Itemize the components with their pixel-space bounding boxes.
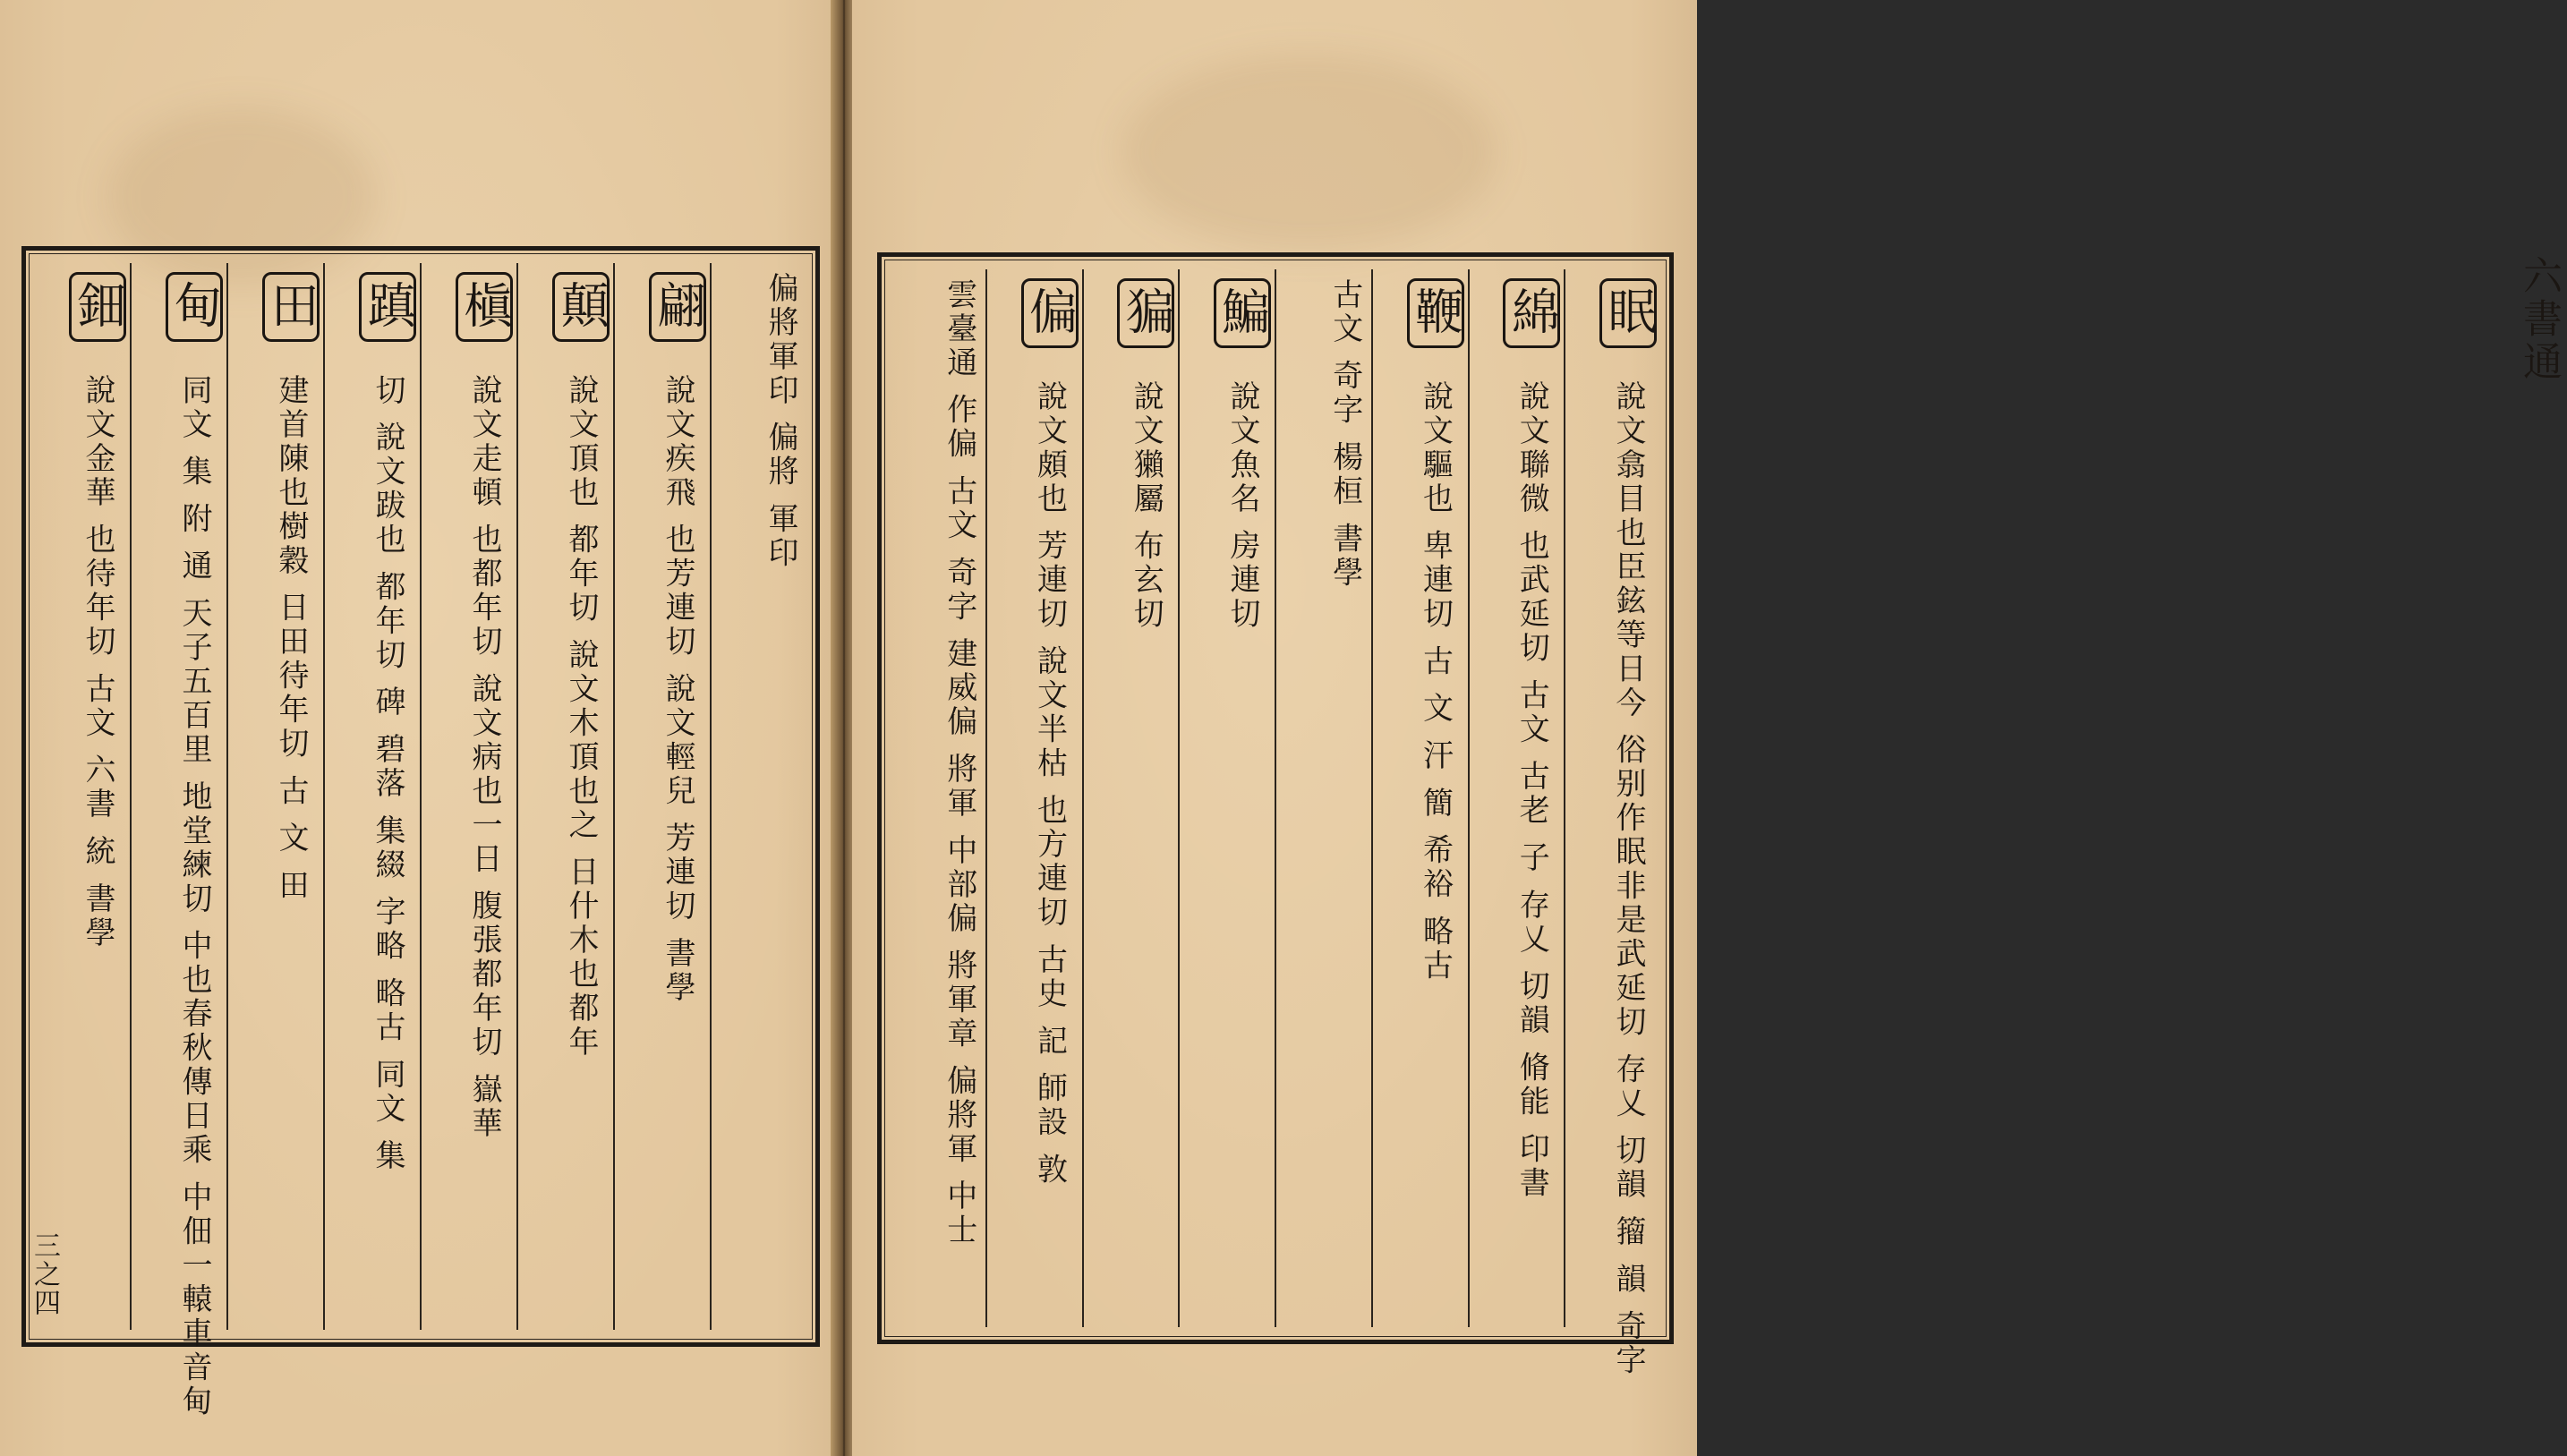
- column-text: 偏將軍印 偏將 軍印: [763, 272, 798, 571]
- column-text: 切 說文跋也 都年切 碑 碧落 集綴 字略 略古 同文 集: [370, 373, 405, 1174]
- text-column: [1564, 269, 1660, 1378]
- column-text: 說文頗也 芳連切 說文半枯 也方連切 古史 記 師設 敦: [1031, 379, 1068, 1188]
- left-page: [0, 0, 843, 1456]
- column-text: 建首陳也樹穀 日田待年切 古 文 田: [273, 373, 309, 904]
- character-head: 鞭: [1407, 278, 1464, 348]
- column-text: 說文聯微 也武延切 古文 古老 子 存乂 切韻 脩能 印書: [1514, 379, 1550, 1201]
- character-head: 翩: [649, 272, 706, 342]
- character-head: 偏: [1021, 278, 1079, 348]
- left-text-frame: [21, 246, 820, 1419]
- column-text: 說文驅也 卑連切 古 文 汗 簡 希裕 略古: [1417, 379, 1454, 983]
- column-text: 說文獺屬 布玄切: [1128, 379, 1164, 632]
- character-head: 蹎: [359, 272, 416, 342]
- character-head: 鯿: [1214, 278, 1271, 348]
- column-text: 說文頂也 都年切 說文木頂也之 日什木也都年: [563, 373, 599, 1060]
- column-text: 說文金華 也待年切 古文 六書 統 書學: [80, 373, 115, 950]
- folio-number: 三之四: [29, 1231, 60, 1317]
- text-column: [1371, 269, 1468, 1327]
- text-column: [35, 263, 130, 1330]
- column-text: 說文疾飛 也芳連切 說文輕兒 芳連切 書學: [660, 373, 695, 1006]
- text-column: [1178, 269, 1275, 1327]
- text-column: [226, 263, 323, 1330]
- text-column: [1468, 269, 1565, 1327]
- character-head: 田: [262, 272, 320, 342]
- text-column: [130, 263, 226, 1419]
- text-column: [891, 269, 985, 1327]
- text-column: [710, 263, 806, 1330]
- column-text: 雲臺通 作偏 古文 奇字 建威偏 將軍 中部偏 將軍章 偏將軍 中士: [941, 278, 977, 1248]
- right-page: [852, 0, 2562, 1456]
- right-text-frame: [877, 252, 1674, 1378]
- column-text: 說文魚名 房連切: [1224, 379, 1260, 632]
- column-text: 同文 集 附 通 天子五百里 地堂練切 中也春秋傳日乘 中佃一轅車音甸: [176, 373, 212, 1419]
- column-text: 古文 奇字 楊桓 書學: [1326, 278, 1363, 591]
- character-head: 槇: [456, 272, 513, 342]
- column-text: 說文走頓 也都年切 說文病也一日 腹張都年切 嶽華: [466, 373, 502, 1142]
- text-column: [420, 263, 516, 1330]
- character-head: 猵: [1117, 278, 1174, 348]
- column-text: 說文翕目也臣鉉等日今 俗别作眠非是武延切 存乂 切韻 籀 韻 奇字: [1610, 379, 1646, 1378]
- text-column: [1082, 269, 1179, 1327]
- text-column: [323, 263, 420, 1330]
- character-head: 甸: [166, 272, 223, 342]
- text-column: [613, 263, 710, 1330]
- book-title-heading: 六書通: [2516, 255, 2562, 384]
- paper-stain: [1121, 54, 1497, 251]
- text-column: [1275, 269, 1371, 1327]
- character-head: 顛: [552, 272, 610, 342]
- left-columns: [35, 263, 806, 1419]
- text-column: [985, 269, 1082, 1327]
- right-columns: [891, 269, 1660, 1378]
- character-head: 鈿: [69, 272, 126, 342]
- character-head: 綿: [1503, 278, 1560, 348]
- character-head: 眠: [1599, 278, 1657, 348]
- text-column: [516, 263, 613, 1330]
